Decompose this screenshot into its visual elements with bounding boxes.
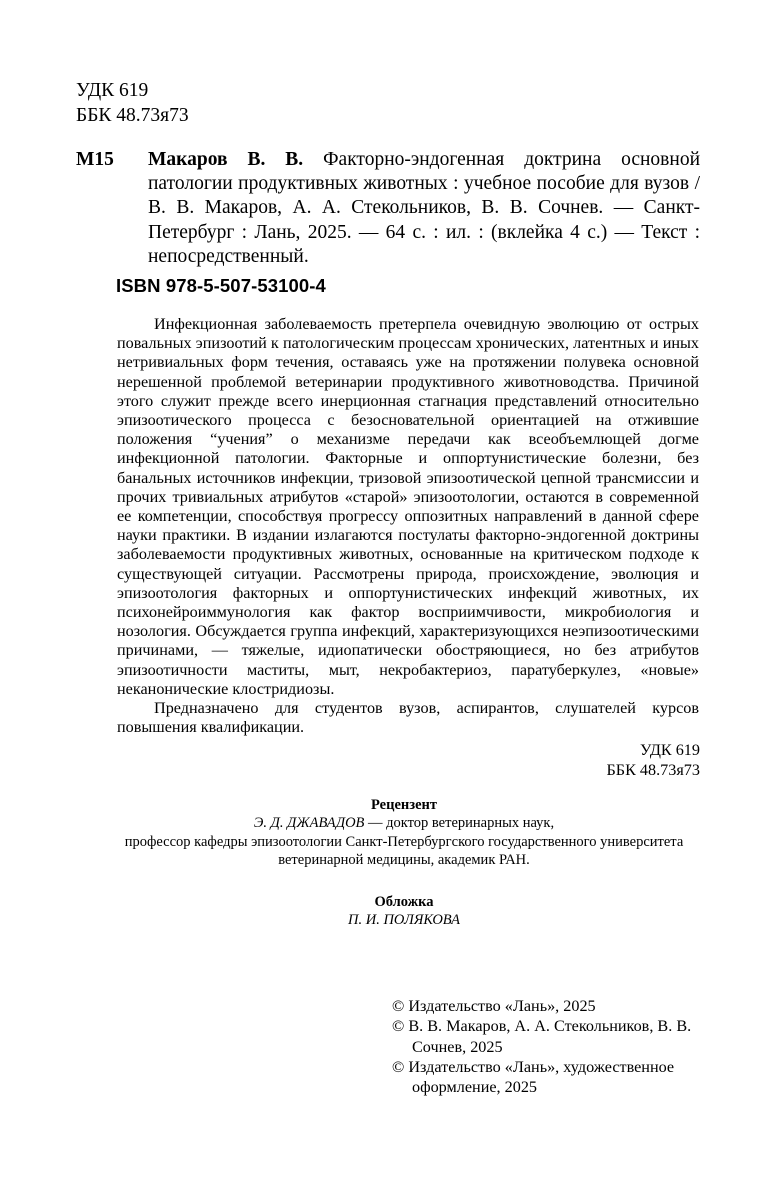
cover-block [60,893,748,930]
cover-label: Обложка [374,894,434,910]
copyright-line: © В. В. Макаров, А. А. Стекольников, В. В. Сочнев, 2025 [392,1017,692,1056]
classification-footer [600,741,700,780]
reviewer-position: профессор кафедры эпизоотологии Санкт-Петербургского государственного университета [124,833,684,850]
udk-code-footer: УДК 619 [640,741,700,759]
reviewer-name: Э. Д. ДЖАВАДОВ [253,815,365,832]
copyright-line: © Издательство «Лань», художественное оформление, 2025 [392,1057,675,1097]
bibliographic-description [148,148,700,269]
reviewer-title: ветеринарной медицины, академик РАН. [278,851,530,868]
reviewer-label: Рецензент [371,797,437,813]
bbk-code: ББК 48.73я73 [76,105,189,126]
annotation [117,315,699,737]
author-name: Макаров В. В. [148,149,304,170]
copyright-block [392,996,712,1097]
author-mark: М15 [76,149,114,170]
reviewer-line [60,814,748,832]
copyright-line: © Издательство «Лань», 2025 [392,997,596,1015]
annotation-paragraph: Инфекционная заболеваемость претерпела очевидную эволюцию от острых повальных эпизоотий к патологическим процессам хронических, латентных и иных нетривиальных форм течения, оставаясь уже на протяжении полувека основной нерешенной проблемой ветеринарии продуктивного животноводства. Причиной этого служит прежде всего инерционная стагнация представлений относительно эпизоотического процесса с безосновательной ориентацией на отжившие положения “учения” о механизме передачи как всеобъемлющей догме инфекционной патологии. Факторные и оппортунистические болезни, без банальных источников инфекции, тризовой эпизоотической цепной трансмиссии и прочих тривиальных атрибутов «старой» эпизоотологии, остаются в современной ее компетенции, способствуя прогрессу оппозитных направлений в данной сфере науки практики. В издании излагаются постулаты факторно-эндогенной доктрины заболеваемости продуктивных животных, основанные на критическом подходе к существующей ситуации. Рассмотрены природа, происхождение, эволюция и эпизоотология факторных и оппортунистических инфекций животных, их психонейроиммунология как фактор восприимчивости, микробиология и нозология. Обсуждается группа инфекций, характеризующихся неэпизоотическими причинами, — тяжелые, идиопатически обостряющиеся, но без атрибутов эпизоотичности маститы, мыт, некробактериоз, паратуберкулез, «новые» неканонические клостридиозы. [117,315,699,698]
bbk-code-footer: ББК 48.73я73 [606,760,700,779]
classification-header [76,78,189,128]
title-description: Факторно-эндогенная доктрина основной патологии продуктивных животных : учебное пособие для вузов / В. В. Макаров, А. А. Стекольников, В. В. Сочнев. — Санкт-Петербург : Лань, 2025. — 64 с. : ил. : (вклейка 4 с.) — Текст : непосредственный. [148,149,701,267]
cover-designer: П. И. ПОЛЯКОВА [348,912,460,929]
isbn: ISBN 978-5-507-53100-4 [116,275,326,296]
reviewer-degree: — доктор ветеринарных наук, [364,815,555,832]
annotation-paragraph: Предназначено для студентов вузов, аспирантов, слушателей курсов повышения квалификации. [117,699,699,737]
udk-code: УДК 619 [76,80,149,101]
bibliographic-entry [76,148,700,269]
reviewer-block [60,796,748,869]
